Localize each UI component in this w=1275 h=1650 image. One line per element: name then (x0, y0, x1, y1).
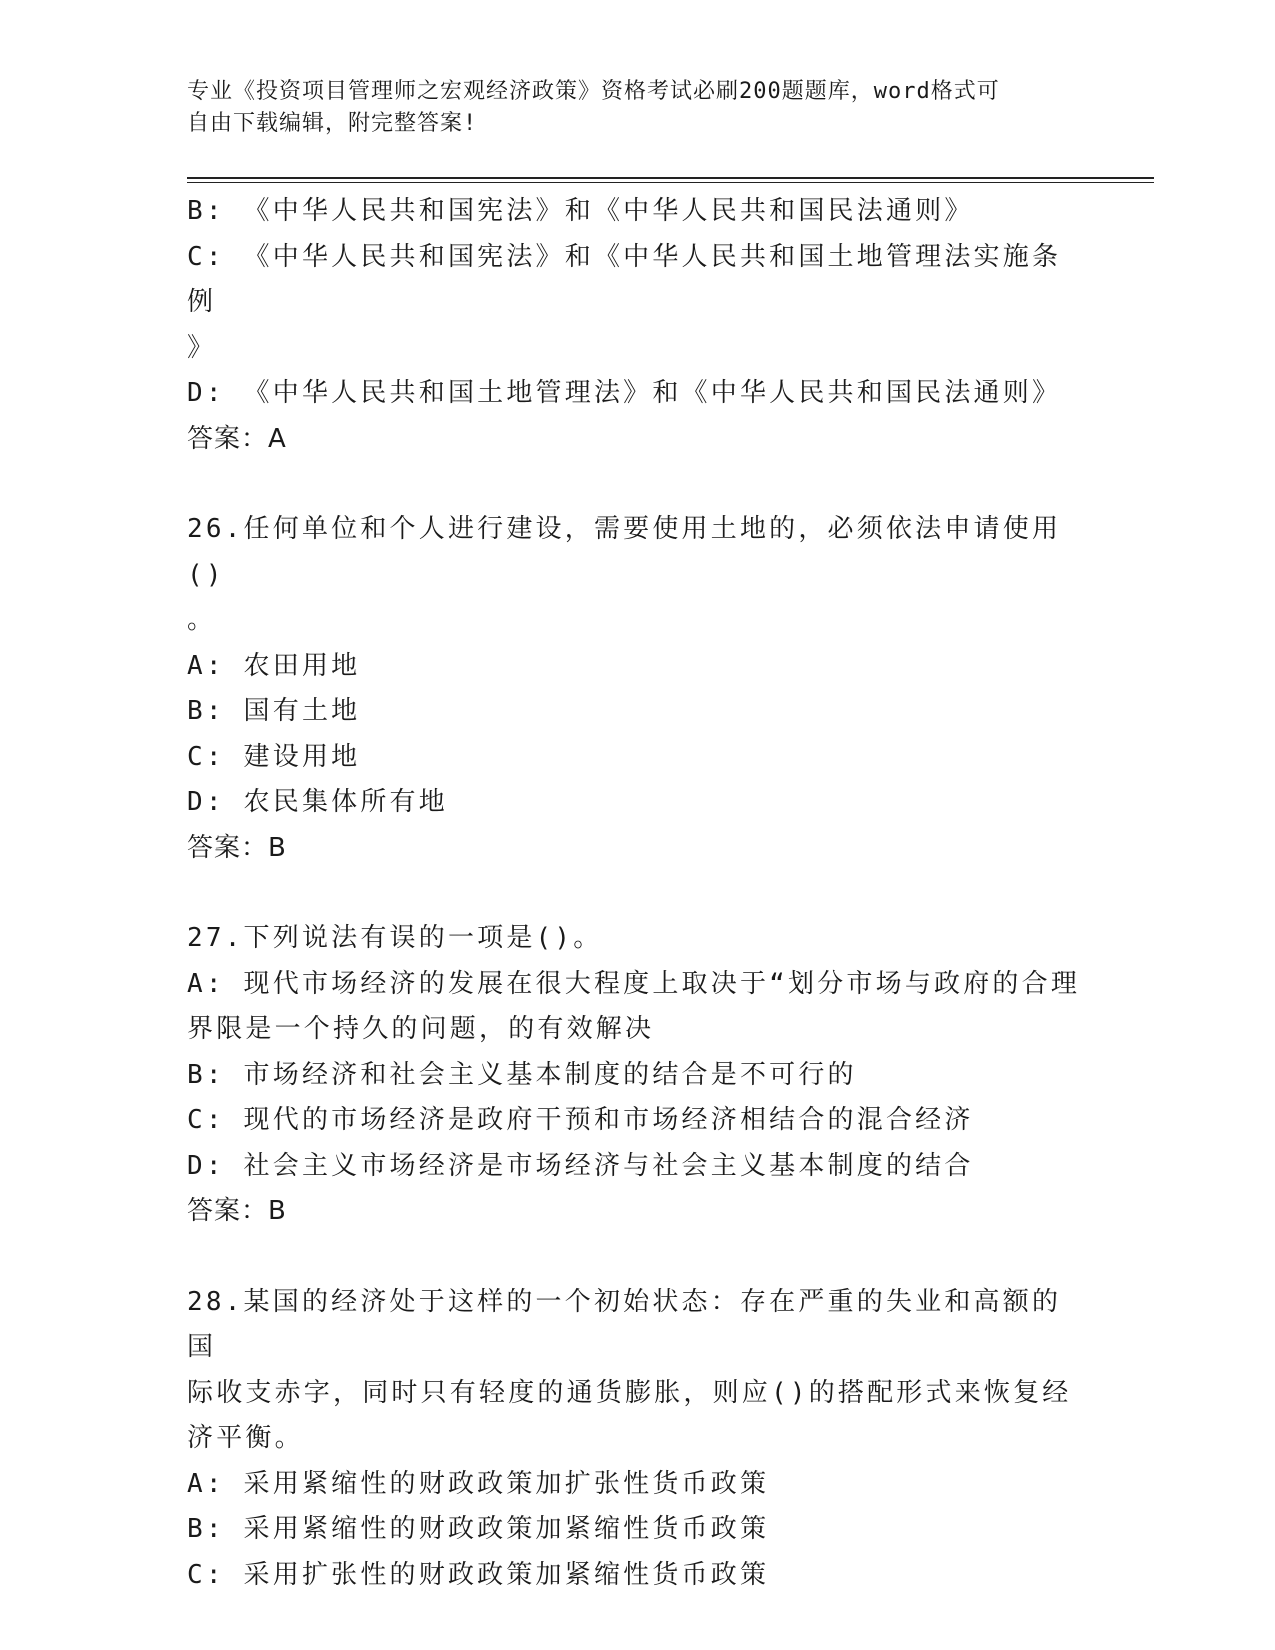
question-25-continued (187, 189, 1087, 462)
question-stem-wrap: 。 (187, 605, 217, 635)
option-d: D: 社会主义市场经济是市场经济与社会主义基本制度的结合 (187, 1150, 974, 1181)
question-28 (187, 1280, 1087, 1599)
answer: 答案：A (187, 423, 287, 454)
question-stem-wrap: 济平衡。 (187, 1423, 304, 1453)
question-stem: 28.某国的经济处于这样的一个初始状态：存在严重的失业和高额的国 (187, 1286, 1062, 1362)
option-a: A: 现代市场经济的发展在很大程度上取决于“划分市场与政府的合理 (187, 968, 1081, 999)
question-stem-wrap: 际收支赤字，同时只有轻度的通货膨胀，则应()的搭配形式来恢复经 (187, 1377, 1072, 1408)
option-a: A: 采用紧缩性的财政政策加扩张性货币政策 (187, 1468, 770, 1499)
option-d: D: 《中华人民共和国土地管理法》和《中华人民共和国民法通则》 (187, 378, 1062, 408)
option-b: B: 《中华人民共和国宪法》和《中华人民共和国民法通则》 (187, 196, 974, 226)
spacer (187, 871, 1087, 916)
option-c-wrap: 》 (187, 332, 217, 363)
question-26 (187, 507, 1087, 871)
option-a: A: 农田用地 (187, 650, 361, 681)
spacer (187, 1235, 1087, 1280)
option-c: C: 现代的市场经济是政府干预和市场经济相结合的混合经济 (187, 1105, 974, 1135)
option-c: C: 建设用地 (187, 741, 361, 772)
question-27 (187, 916, 1087, 1235)
question-stem: 26.任何单位和个人进行建设，需要使用土地的，必须依法申请使用() (187, 514, 1062, 590)
option-c: C: 采用扩张性的财政政策加紧缩性货币政策 (187, 1559, 770, 1590)
spacer (187, 462, 1087, 507)
answer: 答案：B (187, 1196, 287, 1226)
page-header (187, 76, 1067, 140)
header-line-2: 自由下载编辑，附完整答案! (187, 111, 478, 136)
question-stem: 27.下列说法有误的一项是()。 (187, 923, 603, 953)
question-content (187, 189, 1087, 1598)
option-b: B: 国有土地 (187, 696, 361, 726)
header-divider-thin (187, 182, 1154, 183)
answer: 答案：B (187, 832, 287, 863)
option-c: C: 《中华人民共和国宪法》和《中华人民共和国土地管理法实施条例 (187, 241, 1062, 317)
option-a-wrap: 界限是一个持久的问题，的有效解决 (187, 1014, 655, 1044)
header-line-1: 专业《投资项目管理师之宏观经济政策》资格考试必刷200题题库，word格式可 (187, 79, 1000, 104)
option-b: B: 市场经济和社会主义基本制度的结合是不可行的 (187, 1059, 857, 1090)
option-b: B: 采用紧缩性的财政政策加紧缩性货币政策 (187, 1514, 770, 1544)
option-d: D: 农民集体所有地 (187, 787, 448, 817)
header-divider (187, 177, 1154, 179)
